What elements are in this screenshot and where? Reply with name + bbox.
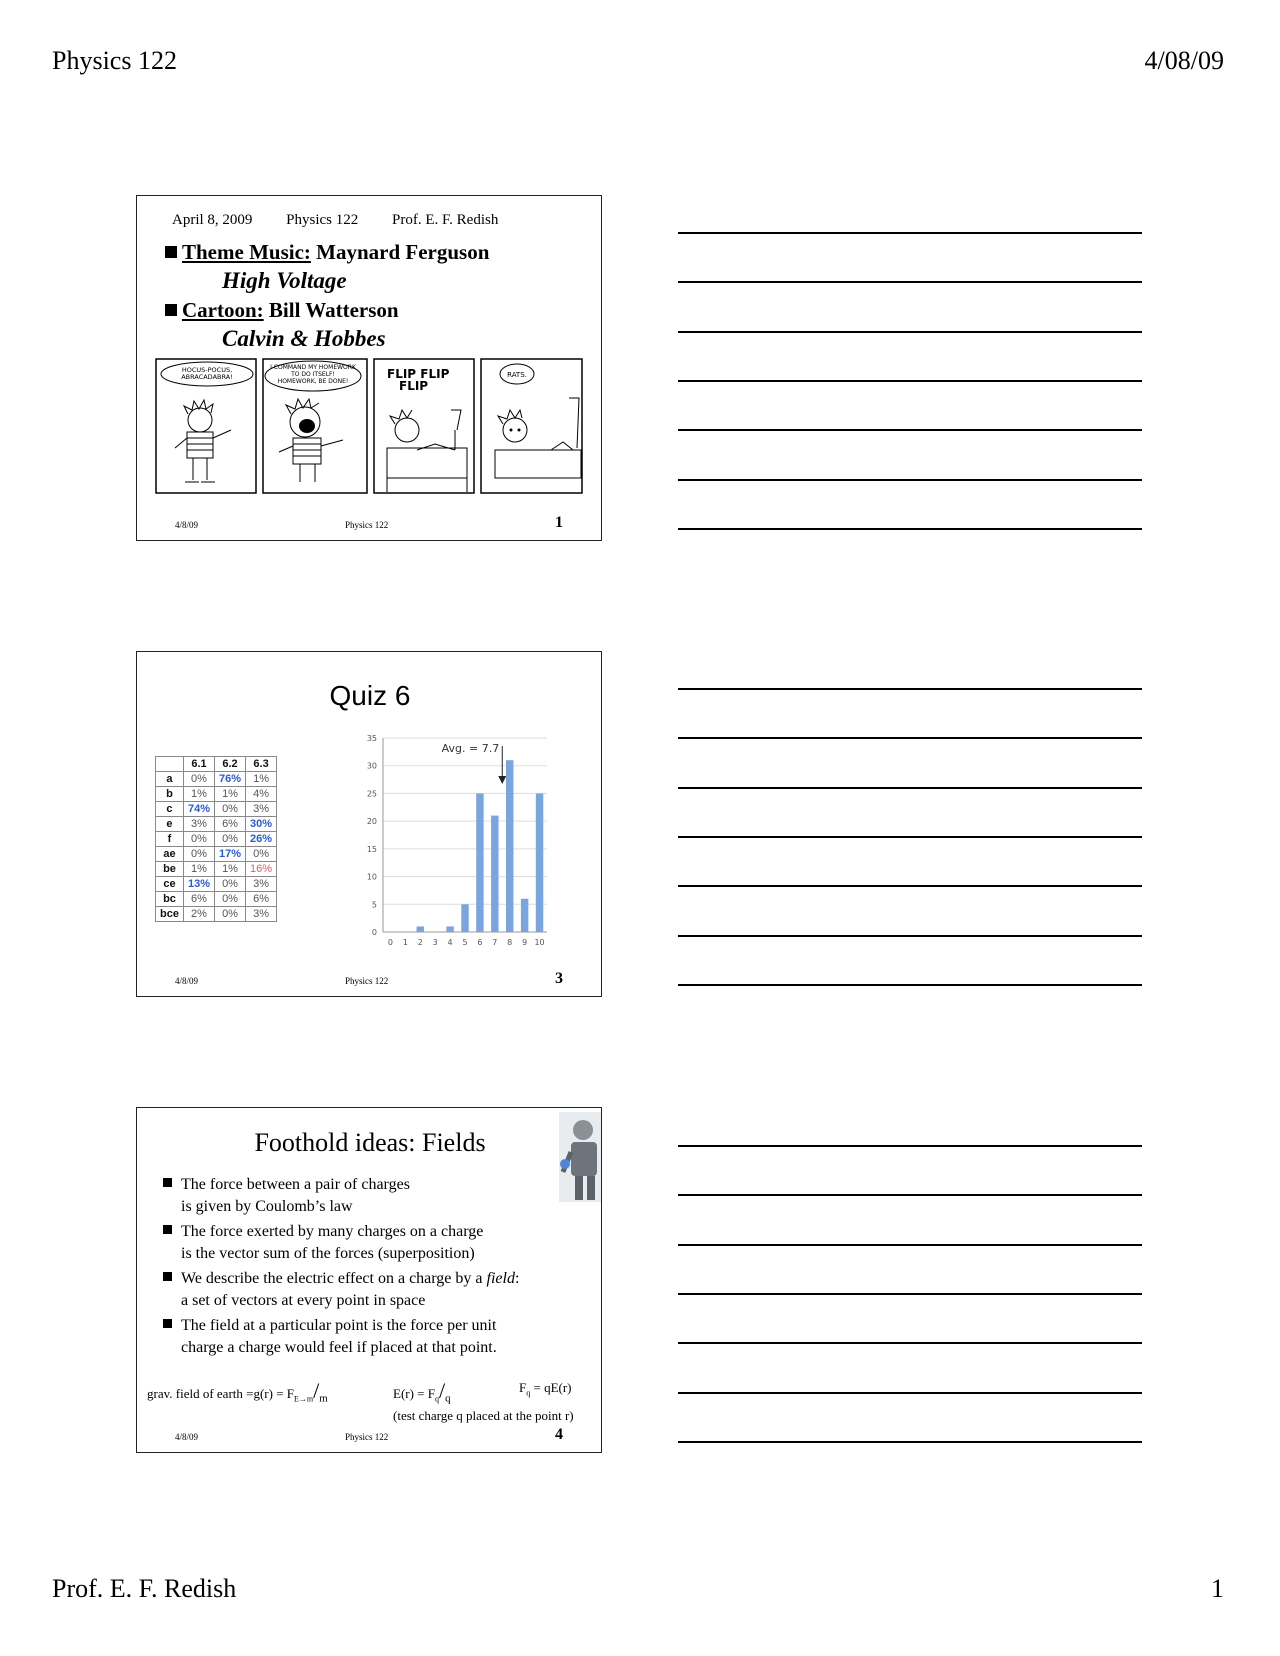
- fields-slide-title: Foothold ideas: Fields: [254, 1128, 486, 1157]
- chart-y-tick-label: 30: [366, 761, 377, 771]
- table-row-label: ce: [156, 877, 184, 892]
- note-line: [678, 836, 1142, 838]
- note-line: [678, 1293, 1142, 1295]
- chart-bar: [521, 899, 528, 932]
- fields-bullet-3: We describe the electric effect on a charge by a field: a set of vectors at every point in space: [163, 1268, 519, 1312]
- table-cell: 2%: [183, 907, 214, 922]
- table-cell: 13%: [183, 877, 214, 892]
- electric-field-equation: $E(r) = F_q/_q$: [393, 1378, 451, 1405]
- table-cell: 6%: [215, 817, 246, 832]
- table-cell: 3%: [246, 802, 277, 817]
- table-row-label: be: [156, 862, 184, 877]
- chart-x-tick-label: 8: [507, 938, 513, 947]
- fields-bullet-1: The force between a pair of charges is given by Coulomb’s law: [163, 1174, 410, 1218]
- chart-x-tick-label: 7: [492, 938, 498, 947]
- table-cell: 6%: [183, 892, 214, 907]
- chart-y-tick-label: 5: [371, 900, 377, 910]
- table-cell: 1%: [215, 862, 246, 877]
- slide1-date: April 8, 2009: [172, 212, 253, 228]
- note-line: [678, 787, 1142, 789]
- table-row: [156, 892, 277, 907]
- table-cell: 16%: [246, 862, 277, 877]
- theme-music-label: Theme Music:: [182, 240, 311, 264]
- chart-x-tick-label: 3: [432, 938, 438, 947]
- table-row: [156, 907, 277, 922]
- chart-x-tick-label: 4: [447, 938, 453, 947]
- page-number: 1: [1211, 1574, 1224, 1603]
- bullet-square-icon: [163, 1178, 172, 1187]
- chart-bar: [506, 760, 513, 932]
- slide-3: [136, 651, 602, 997]
- table-row: [156, 802, 277, 817]
- comic-bubble-4: RATS.: [507, 371, 527, 379]
- force-equation: $F_q = qE(r)$: [519, 1380, 572, 1398]
- table-row-label: ae: [156, 847, 184, 862]
- fields-bullet-2: The force exerted by many charges on a charge is the vector sum of the forces (superposition): [163, 1221, 483, 1265]
- table-row: [156, 817, 277, 832]
- chart-bar: [461, 904, 468, 932]
- page-header-date: 4/08/09: [1144, 46, 1224, 75]
- table-row-label: b: [156, 787, 184, 802]
- slide-4: [136, 1107, 602, 1453]
- note-line: [678, 281, 1142, 283]
- chart-x-tick-label: 5: [462, 938, 468, 947]
- table-cell: 0%: [183, 832, 214, 847]
- slide3-footer-date: 4/8/09: [175, 976, 199, 986]
- grav-field-equation: grav. field of earth $=g(r) = F_{E\to m}/_m$: [147, 1378, 328, 1405]
- table-cell: 0%: [246, 847, 277, 862]
- chart-x-tick-label: 1: [402, 938, 408, 947]
- chart-bar: [417, 926, 424, 932]
- chart-x-tick-label: 6: [477, 938, 483, 947]
- table-header-cell: 6.2: [215, 757, 246, 772]
- bullet-square-icon: [163, 1319, 172, 1328]
- slide1-footer-date: 4/8/09: [175, 520, 199, 530]
- quiz-score-histogram: [355, 726, 555, 956]
- note-line: [678, 479, 1142, 481]
- chart-y-tick-label: 0: [371, 928, 377, 937]
- chart-bar: [446, 926, 453, 932]
- note-line: [678, 1145, 1142, 1147]
- chart-x-tick-label: 2: [417, 938, 423, 947]
- table-cell: 0%: [183, 847, 214, 862]
- chart-bar: [491, 816, 498, 932]
- table-cell: 1%: [183, 862, 214, 877]
- chart-annotation-arrowhead: [498, 776, 506, 784]
- bullet-square-icon: [165, 304, 177, 316]
- chart-y-tick-label: 25: [366, 789, 377, 799]
- table-row: [156, 772, 277, 787]
- note-line: [678, 1194, 1142, 1196]
- quiz-results-table: [155, 756, 277, 922]
- note-line: [678, 1441, 1142, 1443]
- comic-bubble-3: FLIP FLIP FLIP: [387, 367, 450, 393]
- chart-x-tick-label: 10: [534, 938, 545, 947]
- table-header-cell: 6.1: [183, 757, 214, 772]
- chart-average-annotation: Avg. = 7.7: [441, 742, 500, 755]
- table-row: [156, 832, 277, 847]
- theme-music-artist: Maynard Ferguson: [310, 240, 490, 264]
- cartoon-artist: Bill Watterson: [263, 298, 399, 322]
- table-cell: 0%: [215, 832, 246, 847]
- table-cell: 6%: [246, 892, 277, 907]
- table-cell: 1%: [246, 772, 277, 787]
- theme-music-line: [165, 240, 489, 265]
- table-row: [156, 862, 277, 877]
- chart-y-tick-label: 10: [366, 872, 377, 882]
- page-header-left: Physics 122: [52, 46, 177, 75]
- note-line: [678, 232, 1142, 234]
- slide3-number: 3: [555, 970, 563, 987]
- note-line: [678, 331, 1142, 333]
- slide1-footer-course: Physics 122: [345, 520, 389, 530]
- slide-1: [136, 195, 602, 541]
- test-charge-note: (test charge q placed at the point r): [393, 1408, 574, 1423]
- note-line: [678, 1342, 1142, 1344]
- table-cell: 4%: [246, 787, 277, 802]
- note-line: [678, 429, 1142, 431]
- note-line: [678, 528, 1142, 530]
- bullet-square-icon: [165, 246, 177, 258]
- table-cell: 3%: [246, 877, 277, 892]
- table-cell: 30%: [246, 817, 277, 832]
- slide1-number: 1: [555, 514, 563, 531]
- slide1-header: [172, 212, 528, 229]
- robot-figure-image: [559, 1112, 601, 1202]
- table-row-label: e: [156, 817, 184, 832]
- comic-strip-image: [155, 358, 583, 494]
- table-cell: 76%: [215, 772, 246, 787]
- note-line: [678, 1392, 1142, 1394]
- note-line: [678, 935, 1142, 937]
- table-cell: 0%: [215, 892, 246, 907]
- slide4-number: 4: [555, 1426, 563, 1443]
- page-footer-author: Prof. E. F. Redish: [52, 1574, 237, 1603]
- note-line: [678, 380, 1142, 382]
- table-cell: 1%: [183, 787, 214, 802]
- table-header-cell: 6.3: [246, 757, 277, 772]
- table-cell: 26%: [246, 832, 277, 847]
- table-row-label: bce: [156, 907, 184, 922]
- note-line: [678, 1244, 1142, 1246]
- slide3-footer-course: Physics 122: [345, 976, 389, 986]
- chart-bar: [476, 793, 483, 932]
- chart-x-tick-label: 9: [522, 938, 528, 947]
- table-cell: 74%: [183, 802, 214, 817]
- table-row-label: c: [156, 802, 184, 817]
- cartoon-title: Calvin & Hobbes: [222, 326, 386, 351]
- table-cell: 17%: [215, 847, 246, 862]
- table-row-label: a: [156, 772, 184, 787]
- table-cell: 0%: [215, 877, 246, 892]
- slide1-author: Prof. E. F. Redish: [392, 212, 499, 228]
- theme-music-title: High Voltage: [222, 268, 347, 293]
- comic-bubble-2: I COMMAND MY HOMEWORK TO DO ITSELF! HOMEWORK, BE DONE!: [270, 364, 356, 385]
- table-row: [156, 847, 277, 862]
- chart-y-tick-label: 20: [366, 817, 377, 827]
- slide4-footer-date: 4/8/09: [175, 1432, 199, 1442]
- bullet-square-icon: [163, 1225, 172, 1234]
- chart-y-tick-label: 15: [366, 844, 377, 854]
- table-header-cell: [156, 757, 184, 772]
- cartoon-label: Cartoon:: [182, 298, 264, 322]
- fields-bullet-4: The field at a particular point is the force per unit charge a charge would feel if placed at that point.: [163, 1315, 497, 1359]
- quiz-title: Quiz 6: [329, 680, 411, 711]
- table-cell: 3%: [246, 907, 277, 922]
- chart-bar: [536, 793, 543, 932]
- table-row-label: bc: [156, 892, 184, 907]
- chart-y-tick-label: 35: [366, 734, 377, 743]
- note-line: [678, 737, 1142, 739]
- slide1-course: Physics 122: [286, 212, 359, 228]
- note-line: [678, 885, 1142, 887]
- table-row: [156, 787, 277, 802]
- bullet-square-icon: [163, 1272, 172, 1281]
- note-line: [678, 688, 1142, 690]
- table-cell: 0%: [215, 907, 246, 922]
- note-line: [678, 984, 1142, 986]
- chart-x-tick-label: 0: [387, 938, 394, 947]
- table-cell: 0%: [215, 802, 246, 817]
- cartoon-line: [165, 298, 399, 323]
- table-cell: 0%: [183, 772, 214, 787]
- table-cell: 3%: [183, 817, 214, 832]
- table-row-label: f: [156, 832, 184, 847]
- table-row: [156, 877, 277, 892]
- table-cell: 1%: [215, 787, 246, 802]
- slide4-footer-course: Physics 122: [345, 1432, 389, 1442]
- comic-bubble-1: HOCUS-POCUS, ABRACADABRA!: [181, 366, 233, 381]
